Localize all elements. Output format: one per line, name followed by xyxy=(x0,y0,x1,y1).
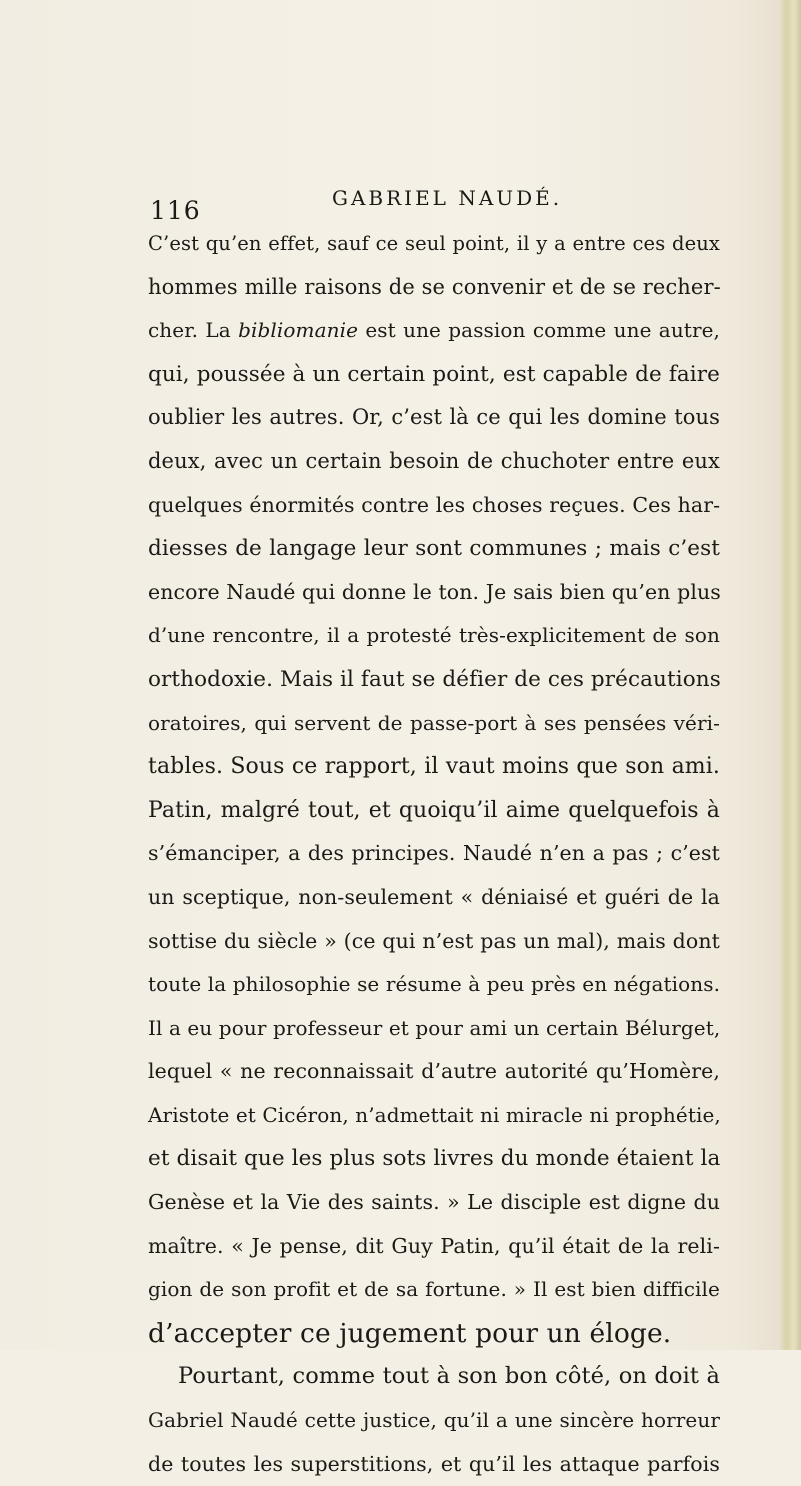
page-number: 116 xyxy=(150,196,201,225)
text-line: lequel « ne reconnaissait d’autre autorité qu’Homère, xyxy=(148,1059,720,1084)
page-edge xyxy=(779,0,801,1350)
text-line: diesses de langage leur sont communes ; mais c’est xyxy=(148,536,720,562)
text-line: tables. Sous ce rapport, il vaut moins que son ami. xyxy=(148,754,720,780)
text-line: et disait que les plus sots livres du monde étaient la xyxy=(148,1146,721,1172)
text-line: qui, poussée à un certain point, est capable de faire xyxy=(148,361,720,387)
text-line: toute la philosophie se résume à peu près en négations. xyxy=(148,972,721,997)
body-text xyxy=(148,222,720,1486)
text-line: orthodoxie. Mais il faut se défier de ces précautions xyxy=(148,666,721,692)
text-line: s’émanciper, a des principes. Naudé n’en a pas ; c’est xyxy=(148,841,720,866)
text-line: quelques énormités contre les choses reçues. Ces har- xyxy=(148,492,721,517)
running-title: GABRIEL NAUDÉ. xyxy=(332,186,563,210)
text-line: de toutes les superstitions, et qu’il les attaque parfois xyxy=(148,1451,720,1476)
text-line: hommes mille raisons de se convenir et de se recher- xyxy=(148,274,721,299)
text-line: un sceptique, non-seulement « déniaisé et guéri de la xyxy=(148,884,720,909)
running-head xyxy=(150,186,710,226)
text-line: C’est qu’en effet, sauf ce seul point, il y a entre ces deux xyxy=(148,232,720,255)
text-line: oublier les autres. Or, c’est là ce qui les domine tous xyxy=(148,405,720,430)
emphasis: bibliomanie xyxy=(238,318,359,343)
text-line: gion de son profit et de sa fortune. » Il est bien difficile xyxy=(148,1277,720,1302)
text-line: Gabriel Naudé cette justice, qu’il a une sincère horreur xyxy=(148,1408,720,1433)
text-line: d’accepter ce jugement pour un éloge. xyxy=(148,1317,672,1349)
text-line: Pourtant, comme tout à son bon côté, on doit à xyxy=(178,1363,720,1390)
text-line: oratoires, qui servent de passe-port à ses pensées véri- xyxy=(148,710,720,735)
text-line: Il a eu pour professeur et pour ami un certain Bélurget, xyxy=(148,1015,721,1040)
text-line: encore Naudé qui donne le ton. Je sais bien qu’en plus xyxy=(148,579,721,604)
text-line: maître. « Je pense, dit Guy Patin, qu’il était de la reli- xyxy=(148,1233,720,1258)
text-line: Aristote et Cicéron, n’admettait ni miracle ni prophétie, xyxy=(148,1102,721,1127)
text-line: sottise du siècle » (ce qui n’est pas un mal), mais dont xyxy=(148,928,720,953)
text-line: cher. La bibliomanie est une passion comme une autre, xyxy=(148,318,720,343)
text-line: Patin, malgré tout, et quoiqu’il aime quelquefois à xyxy=(148,797,720,823)
text-line: Genèse et la Vie des saints. » Le disciple est digne du xyxy=(148,1190,720,1215)
text-line: deux, avec un certain besoin de chuchoter entre eux xyxy=(148,448,720,473)
text-line: d’une rencontre, il a protesté très-explicitement de son xyxy=(148,623,720,648)
